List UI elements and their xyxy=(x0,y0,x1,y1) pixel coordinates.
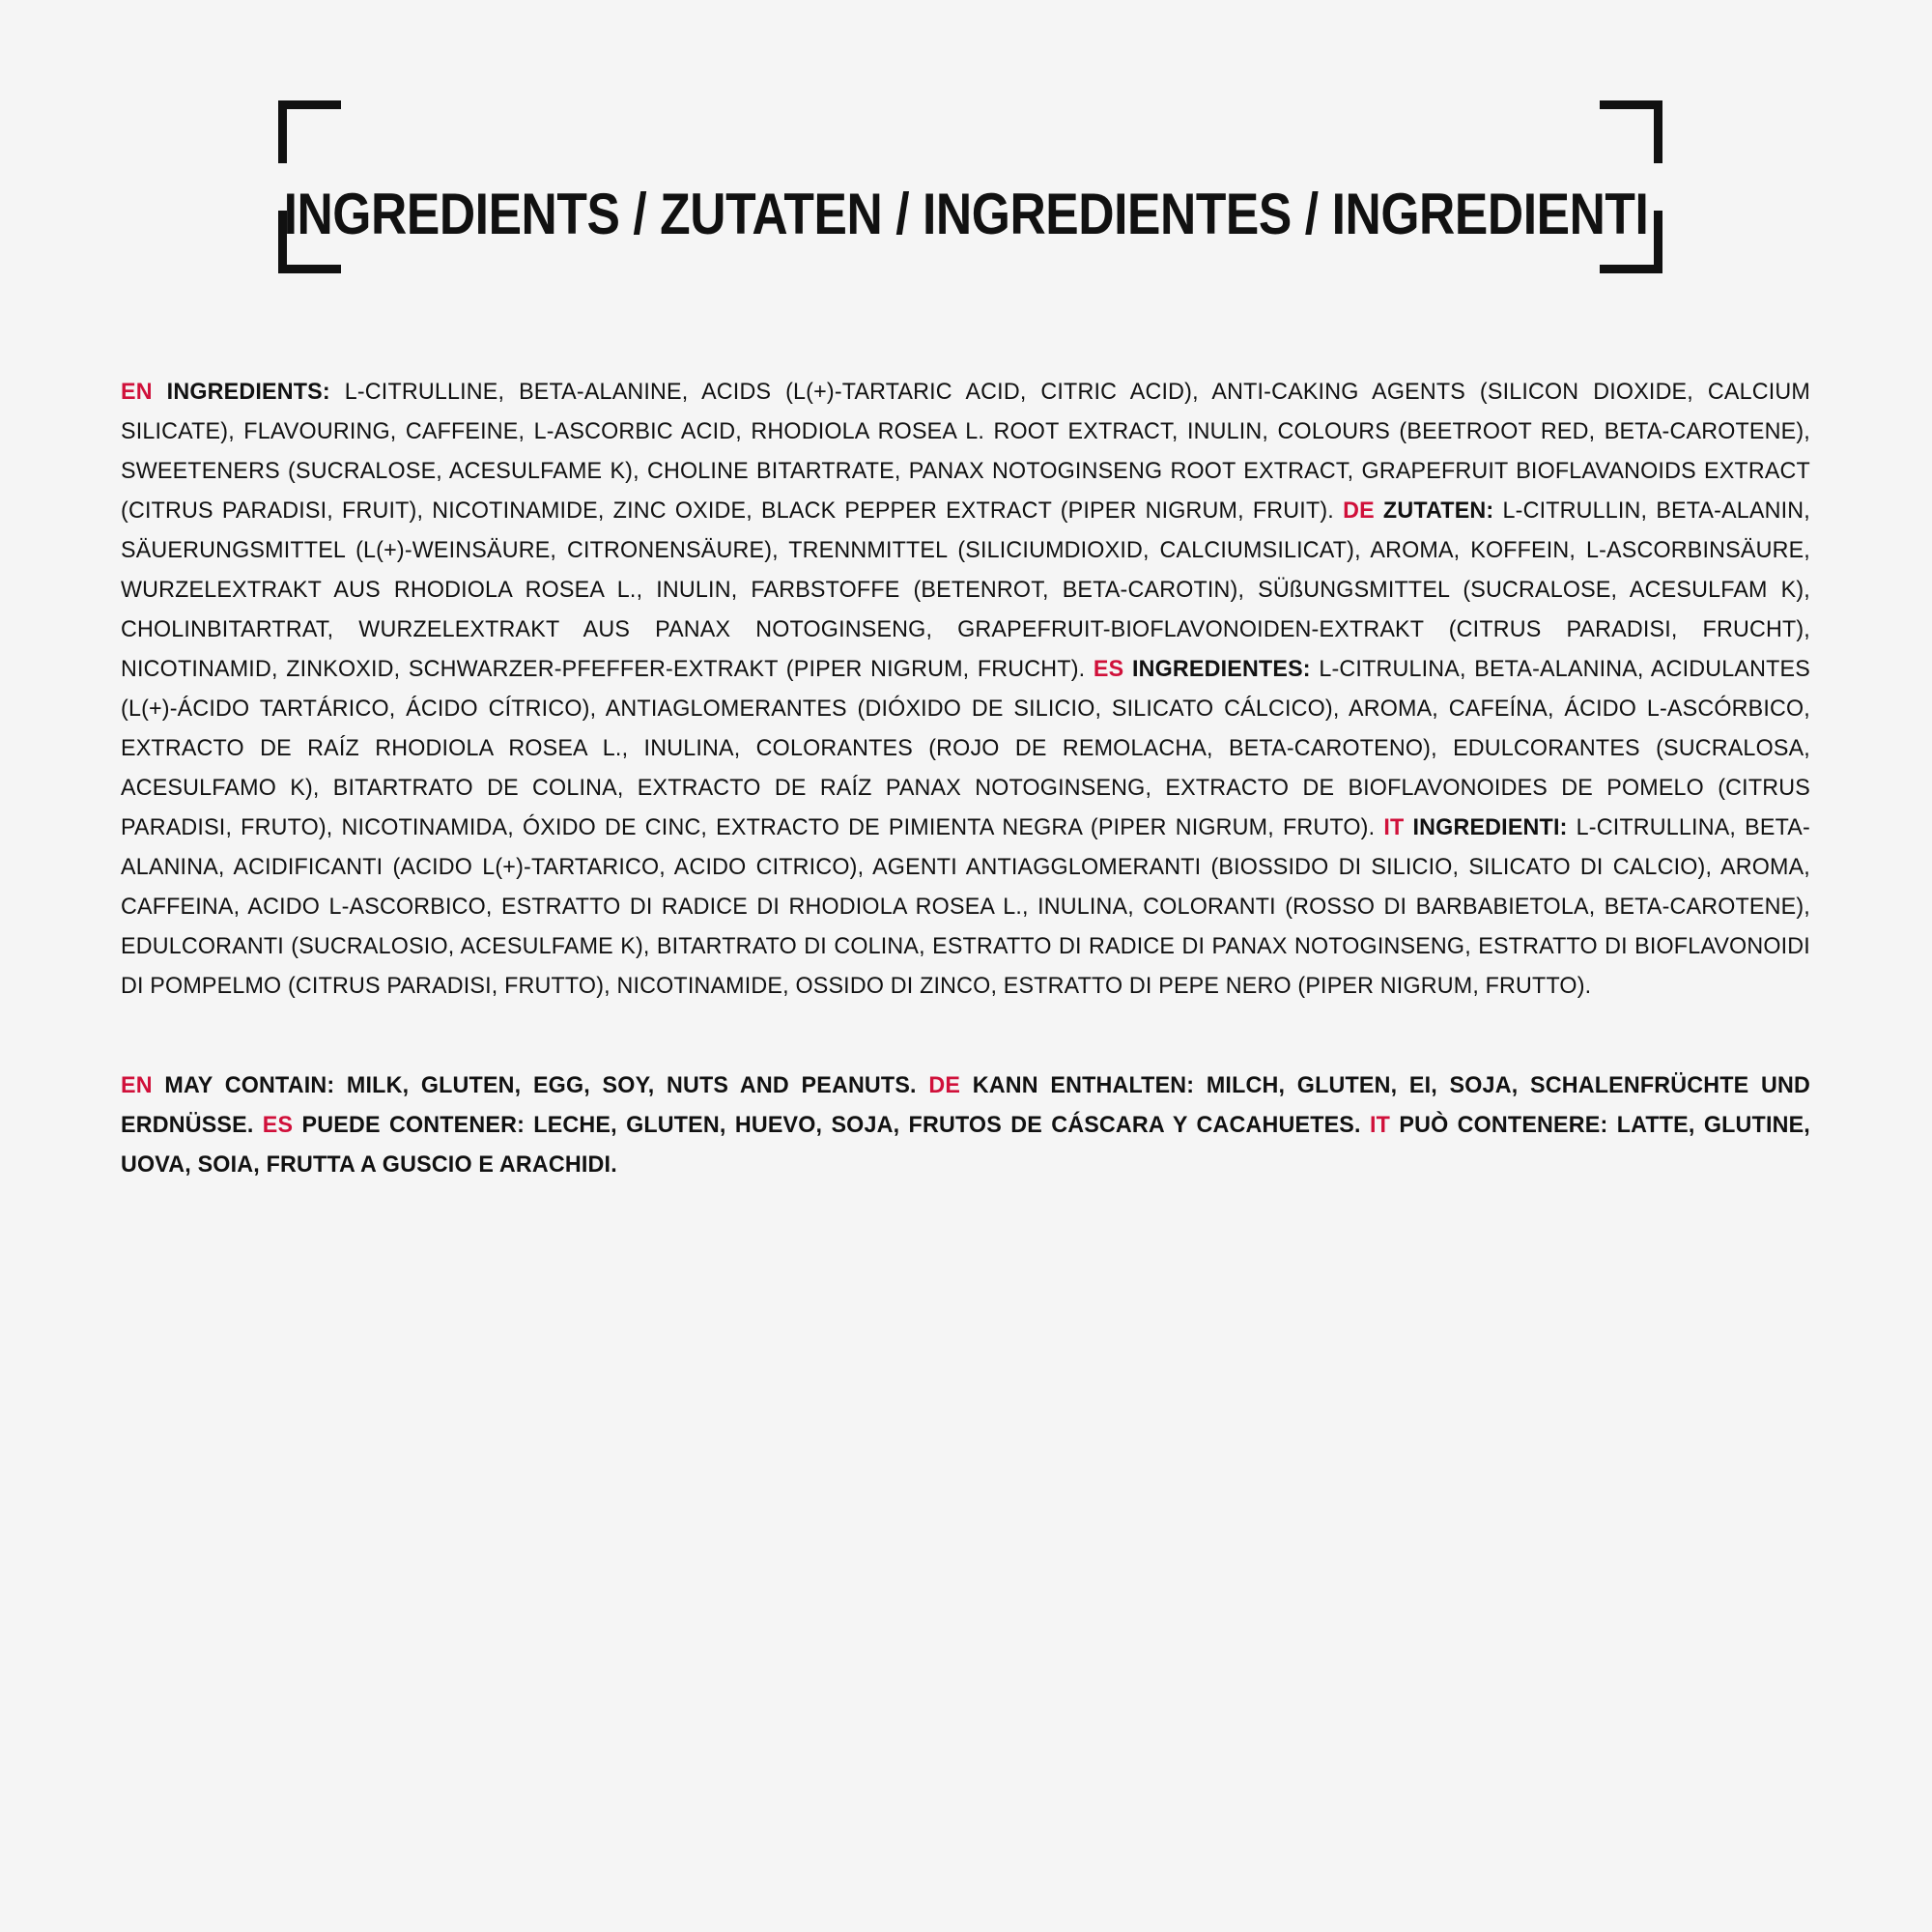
allergen-text-de: KANN ENTHALTEN: MILCH, GLUTEN, EI, SOJA, SCHALENFRÜCHTE UND ERDNÜSSE. xyxy=(121,1071,1810,1138)
ingredients-text-it: L-CITRULLINA, BETA-ALANINA, ACIDIFICANTI (ACIDO L(+)-TARTARICO, ACIDO CITRICO), AGENTI ANTIAGGLOMERANTI (BIOSSIDO DI SILICIO, SILICATO DI CALCIO), AROMA, CAFFEINA, ACIDO L-ASCORBICO, ESTRATTO DI RADICE DI RHODIOLA ROSEA L., INULINA, COLORANTI (ROSSO DI BARBABIETOLA, BETA-CAROTENE), EDULCORANTI (SUCRALOSIO, ACESULFAME K), BITARTRATO DI COLINA, ESTRATTO DI RADICE DI PANAX NOTOGINSENG, ESTRATTO DI BIOFLAVONOIDI DI POMPELMO (CITRUS PARADISI, FRUTTO), NICOTINAMIDE, OSSIDO DI ZINCO, ESTRATTO DI PEPE NERO (PIPER NIGRUM, FRUTTO). xyxy=(121,813,1810,999)
ingredients-label-en: INGREDIENTS: xyxy=(166,378,330,405)
allergen-lang-tag-es: ES xyxy=(262,1111,294,1138)
allergen-lang-tag-de: DE xyxy=(928,1071,961,1098)
ingredients-label-it: INGREDIENTI: xyxy=(1412,813,1568,840)
lang-tag-de: DE xyxy=(1343,497,1375,524)
allergen-text-es: PUEDE CONTENER: LECHE, GLUTEN, HUEVO, SOJA, FRUTOS DE CÁSCARA Y CACAHUETES. xyxy=(301,1111,1361,1138)
corner-bracket-top-right-icon xyxy=(1600,100,1662,163)
allergen-lang-tag-it: IT xyxy=(1369,1111,1391,1138)
ingredients-text-de: L-CITRULLIN, BETA-ALANIN, SÄUERUNGSMITTEL (L(+)-WEINSÄURE, CITRONENSÄURE), TRENNMITTEL (SILICIUMDIOXID, CALCIUMSILICAT), AROMA, KOFFEIN, L-ASCORBINSÄURE, WURZELEXTRAKT AUS RHODIOLA ROSEA L., INULIN, FARBSTOFFE (BETENROT, BETA-CAROTIN), SÜßUNGSMITTEL (SUCRALOSE, ACESULFAM K), CHOLINBITARTRAT, WURZELEXTRAKT AUS PANAX NOTOGINSENG, GRAPEFRUIT-BIOFLAVONOIDEN-EXTRAKT (CITRUS PARADISI, FRUCHT), NICOTINAMID, ZINKOXID, SCHWARZER-PFEFFER-EXTRAKT (PIPER NIGRUM, FRUCHT). xyxy=(121,497,1810,682)
page-title: INGREDIENTS / ZUTATEN / INGREDIENTES / INGREDIENTI xyxy=(283,182,1649,247)
allergens-paragraph xyxy=(121,1065,1810,1184)
ingredients-content xyxy=(121,348,1811,1208)
allergen-text-en: MAY CONTAIN: MILK, GLUTEN, EGG, SOY, NUTS AND PEANUTS. xyxy=(164,1071,917,1098)
ingredients-label-de: ZUTATEN: xyxy=(1382,497,1494,524)
ingredients-text-en: L-CITRULLINE, BETA-ALANINE, ACIDS (L(+)-TARTARIC ACID, CITRIC ACID), ANTI-CAKING AGENTS (SILICON DIOXIDE, CALCIUM SILICATE), FLAVOURING, CAFFEINE, L-ASCORBIC ACID, RHODIOLA ROSEA L. ROOT EXTRACT, INULIN, COLOURS (BEETROOT RED, BETA-CAROTENE), SWEETENERS (SUCRALOSE, ACESULFAME K), CHOLINE BITARTRATE, PANAX NOTOGINSENG ROOT EXTRACT, GRAPEFRUIT BIOFLAVANOIDS EXTRACT (CITRUS PARADISI, FRUIT), NICOTINAMIDE, ZINC OXIDE, BLACK PEPPER EXTRACT (PIPER NIGRUM, FRUIT). xyxy=(121,378,1810,524)
ingredients-paragraph xyxy=(121,372,1810,1006)
corner-bracket-top-left-icon xyxy=(278,100,341,163)
lang-tag-es: ES xyxy=(1093,655,1124,682)
allergen-lang-tag-en: EN xyxy=(121,1071,153,1098)
page-header xyxy=(0,0,1932,247)
allergen-text-it: PUÒ CONTENERE: LATTE, GLUTINE, UOVA, SOIA, FRUTTA A GUSCIO E ARACHIDI. xyxy=(121,1111,1810,1178)
ingredients-text-es: L-CITRULINA, BETA-ALANINA, ACIDULANTES (L(+)-ÁCIDO TARTÁRICO, ÁCIDO CÍTRICO), ANTIAGLOMERANTES (DIÓXIDO DE SILICIO, SILICATO CÁLCICO), AROMA, CAFEÍNA, ÁCIDO L-ASCÓRBICO, EXTRACTO DE RAÍZ RHODIOLA ROSEA L., INULINA, COLORANTES (ROJO DE REMOLACHA, BETA-CAROTENO), EDULCORANTES (SUCRALOSA, ACESULFAMO K), BITARTRATO DE COLINA, EXTRACTO DE RAÍZ PANAX NOTOGINSENG, EXTRACTO DE BIOFLAVONOIDES DE POMELO (CITRUS PARADISI, FRUTO), NICOTINAMIDA, ÓXIDO DE CINC, EXTRACTO DE PIMIENTA NEGRA (PIPER NIGRUM, FRUTO). xyxy=(121,655,1810,840)
lang-tag-en: EN xyxy=(121,378,153,405)
ingredients-label-es: INGREDIENTES: xyxy=(1131,655,1311,682)
lang-tag-it: IT xyxy=(1383,813,1405,840)
